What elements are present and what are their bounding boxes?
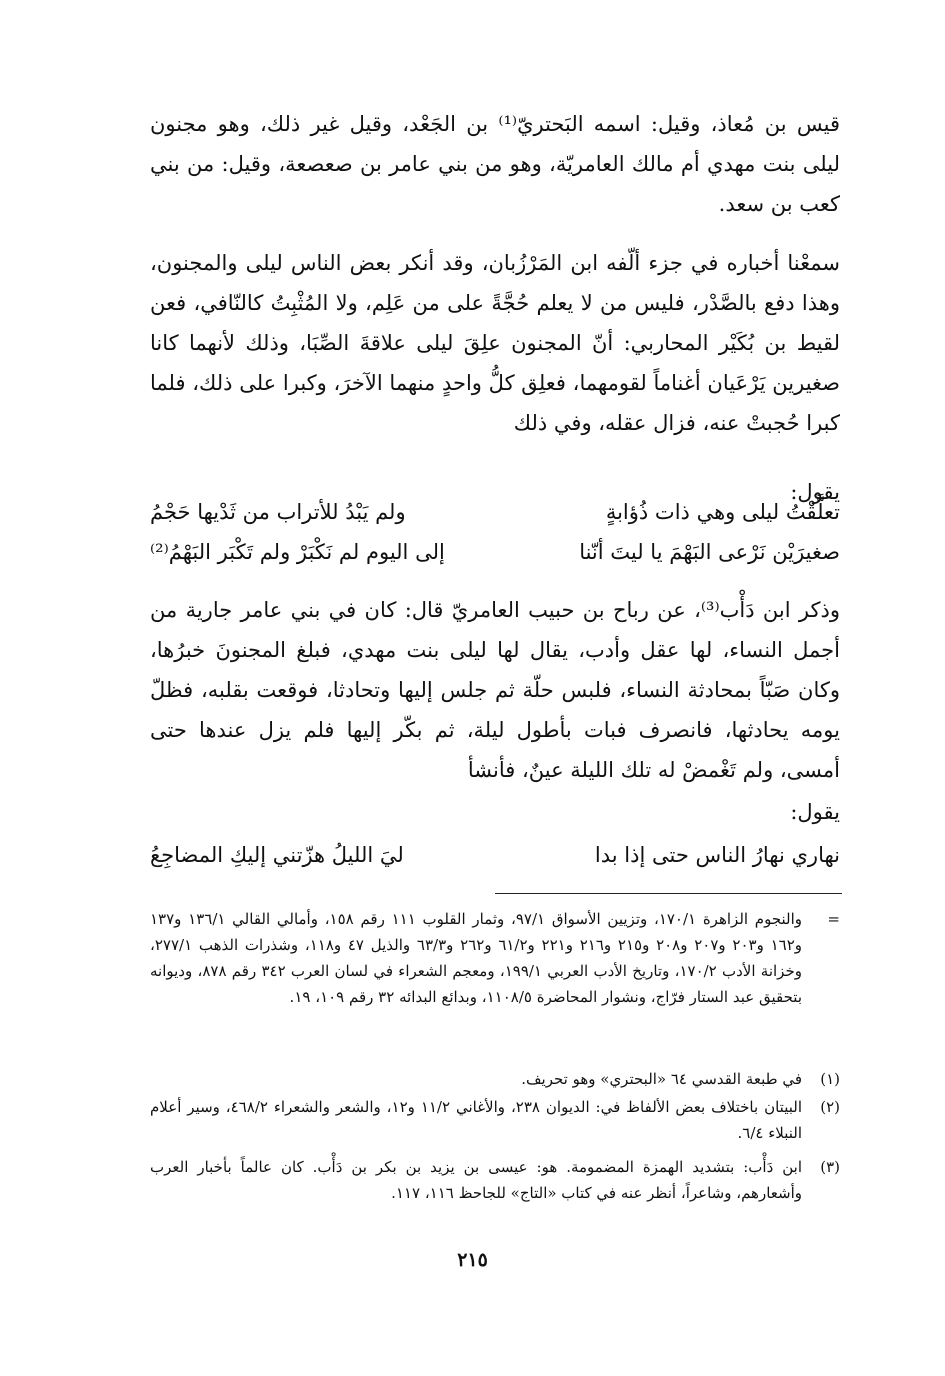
verse-line bbox=[150, 835, 840, 875]
footnote-mark: (١) bbox=[820, 1070, 840, 1088]
footnote-3 bbox=[150, 1154, 840, 1206]
footnote-mark: (٣) bbox=[820, 1158, 840, 1176]
verse-intro: يقول: bbox=[790, 480, 840, 504]
verse-first-hemistich: نهاري نهارُ الناس حتى إذا بدا bbox=[594, 843, 840, 867]
footnote-2 bbox=[150, 1094, 840, 1146]
footnote-continuation bbox=[150, 906, 840, 1010]
verse-second-hemistich: ولم يَبْدُ للأتراب من ثَدْيها حَجْمُ bbox=[150, 500, 406, 524]
paragraph-intro: قيس بن مُعاذ، وقيل: اسمه البَحتريّ⁽¹⁾ بن الجَعْد، وقيل غير ذلك، وهو مجنون ليلى بنت مهدي أم مالك العامريّة، وهو من بني عامر بن صعصعة، وقيل: من بني كعب بن سعد. bbox=[150, 112, 841, 216]
footnote-text: في طبعة القدسي ٦٤ «البحتري» وهو تحريف. bbox=[521, 1070, 802, 1088]
verse-intro: يقول: bbox=[790, 800, 840, 824]
verse-first-hemistich: تعلَّقْتُ ليلى وهي ذات ذُؤابةٍ bbox=[605, 500, 840, 524]
footnote-text: والنجوم الزاهرة ١٧٠/١، وتزيين الأسواق ٩٧/١، وثمار القلوب ١١١ رقم ١٥٨، وأمالي القالي ١٣٦/١ و١٣٧ و١٦٢ و٢٠٣ و٢٠٧ و٢٠٨ و٢١٥ و٢١٦ و٢٢١ و٦١/٢ و٢٦٢ و٦٣/٣ والذيل ٤٧ و١١٨، وشذرات الذهب ٢٧٧/١، وخزانة الأدب ١٧٠/٢، وتاريخ الأدب العربي ١٩٩/١، ومعجم الشعراء في لسان العرب ٣٤٢ رقم ٨٧٨، وديوانه بتحقيق عبد الستار فرّاج، ونشوار المحاضرة ١١٠٨/٥، وبدائع البدائه ٣٢ رقم ١٠٩، ١٩. bbox=[150, 910, 803, 1006]
footnote-mark: = bbox=[827, 910, 840, 928]
footnote-text: البيتان باختلاف بعض الألفاظ في: الديوان ٢٣٨، والأغاني ١١/٢ و١٢، والشعر والشعراء ٤٦٨/٢، وسير أعلام النبلاء ٦/٤. bbox=[150, 1098, 802, 1142]
footnote-text: ابن دَأْب: بتشديد الهمزة المضمومة. هو: عيسى بن يزيد بن بكر بن دَأْب. كان عالماً بأخبار العرب وأشعارهم، وشاعراً، أنظر عنه في كتاب «التاج» للجاحظ ١١٦، ١١٧. bbox=[150, 1158, 802, 1202]
footnote-1 bbox=[150, 1066, 840, 1092]
paragraph-news: سمعْنا أخباره في جزء ألّفه ابن المَرْزُبان، وقد أنكر بعض الناس ليلى والمجنون، وهذا دفع بالصَّدْر، فليس من لا يعلم حُجَّةً على من عَلِم، ولا المُثْبِتُ كالنّافي، فعن لقيط بن بُكَيْر المحاربي: أنّ المجنون علِقَ ليلى علاقةَ الصِّبَا، وذلك لأنهما كانا صغيرين يَرْعَيان أغناماً لقومهما، فعلِق كلُّ واحدٍ منهما الآخرَ، وكبرا على ذلك، فلما كبرا حُجبتْ عنه، فزال عقله، وفي ذلك bbox=[150, 251, 840, 435]
verse-second-hemistich: إلى اليوم لم نَكْبَرْ ولم تَكْبَر البَهْمُ⁽²⁾ bbox=[150, 540, 445, 564]
verse-first-hemistich: صغيرَيْن نَرْعى البَهْمَ يا ليتَ أنّنا bbox=[579, 540, 840, 564]
paragraph-story: وذكر ابن دَأْب⁽³⁾، عن رباح بن حبيب العامريّ قال: كان في بني عامر جارية من أجمل النساء، لها عقل وأدب، يقال لها ليلى بنت مهدي، فبلغ المجنونَ خبرُها، وكان صَبّاً بمحادثة النساء، فلبس حلّة ثم جلس إليها وتحادثا، فوقعت بقلبه، فظلّ يومه يحادثها، فانصرف فبات بأطول ليلة، ثم بكّر إليها فلم يزل عندها حتى أمسى، ولم تَغْمضْ له تلك الليلة عينٌ، فأنشأ bbox=[150, 598, 840, 782]
footnote-mark: (٢) bbox=[820, 1098, 840, 1116]
footnote-divider bbox=[495, 893, 842, 894]
verse-line bbox=[150, 492, 840, 532]
verse-line bbox=[150, 532, 840, 572]
verse-second-hemistich: ليَ الليلُ هزّتني إليكِ المضاجِعُ bbox=[150, 843, 404, 867]
page-number: ٢١٥ bbox=[457, 1249, 488, 1271]
